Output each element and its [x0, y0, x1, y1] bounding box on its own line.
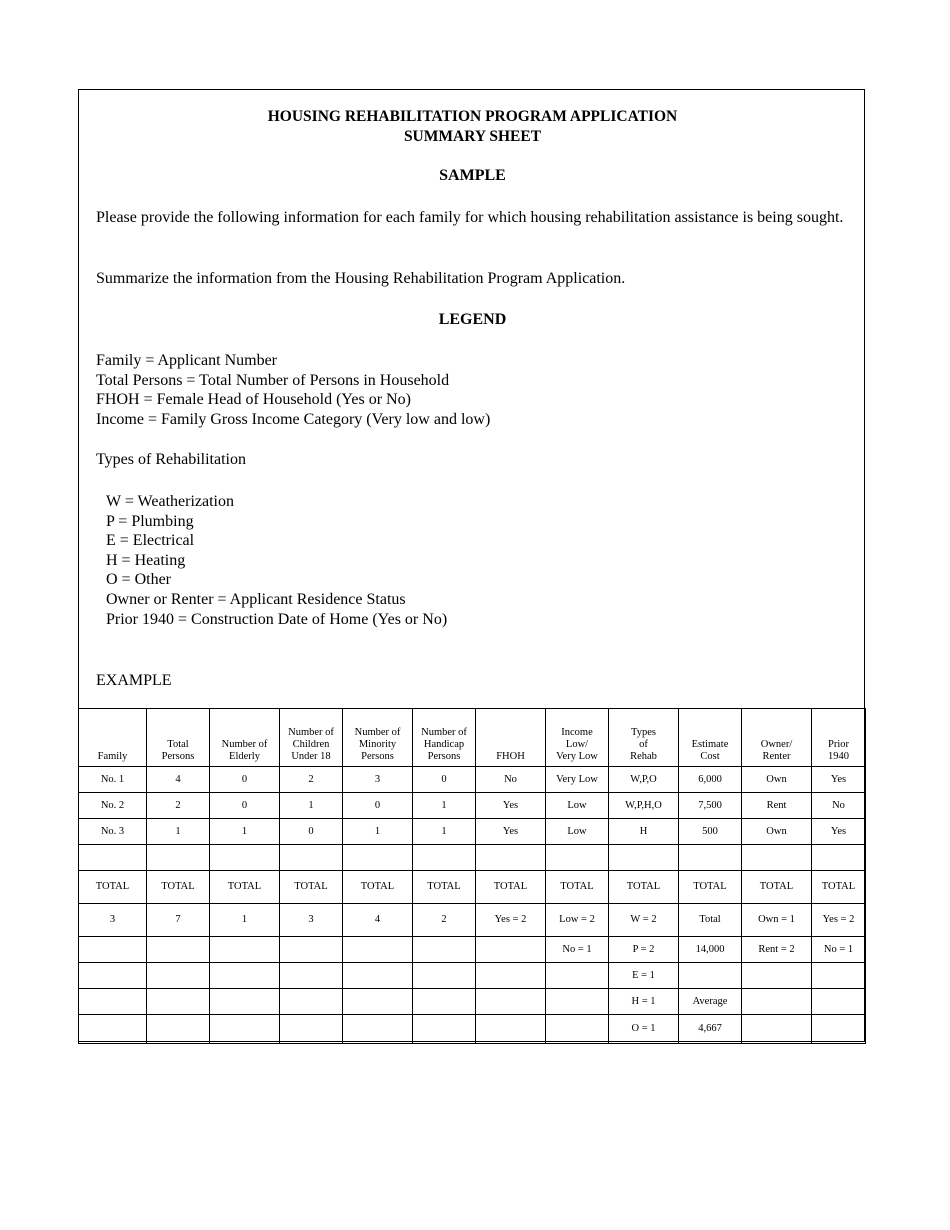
table-cell: [546, 963, 609, 989]
example-table: [78, 708, 866, 1044]
legend-list: [96, 351, 490, 429]
types-item: Prior 1940 = Construction Date of Home (Yes or No): [106, 610, 448, 628]
table-cell: [476, 845, 546, 871]
table-cell: TOTAL: [812, 871, 866, 904]
legend-item: Family = Applicant Number: [96, 352, 277, 369]
table-cell: 0: [343, 793, 413, 819]
table-cell: [210, 937, 280, 963]
table-cell: [147, 845, 210, 871]
table-cell: [343, 963, 413, 989]
table-cell: [812, 845, 866, 871]
table-cell: [413, 845, 476, 871]
table-cell: 500: [679, 819, 742, 845]
table-cell: 1: [413, 793, 476, 819]
table-cell: No = 1: [546, 937, 609, 963]
table-cell: 6,000: [679, 767, 742, 793]
table-cell: TOTAL: [280, 871, 343, 904]
table-cell: Rent: [742, 793, 812, 819]
table-cell: Rent = 2: [742, 937, 812, 963]
table-cell: TOTAL: [147, 871, 210, 904]
table-cell: FHOH: [476, 709, 546, 767]
table-summary-row: [79, 937, 866, 963]
table-cell: 0: [210, 793, 280, 819]
table-cell: E = 1: [609, 963, 679, 989]
table-summary-row: [79, 1015, 866, 1044]
table-cell: 2: [280, 767, 343, 793]
table-cell: [79, 989, 147, 1015]
table-cell: 0: [210, 767, 280, 793]
table-cell: [147, 989, 210, 1015]
table-cell: No. 1: [79, 767, 147, 793]
table-cell: Income Low/ Very Low: [546, 709, 609, 767]
table-cell: [210, 963, 280, 989]
table-cell: [79, 963, 147, 989]
table-cell: [413, 1015, 476, 1044]
table-cell: [679, 845, 742, 871]
table-cell: [476, 1015, 546, 1044]
table-cell: TOTAL: [413, 871, 476, 904]
table-cell: No = 1: [812, 937, 866, 963]
table-cell: [147, 963, 210, 989]
table-cell: Low: [546, 819, 609, 845]
table-cell: No. 2: [79, 793, 147, 819]
table-cell: [742, 1015, 812, 1044]
table-cell: Total: [679, 904, 742, 937]
table-cell: Yes = 2: [476, 904, 546, 937]
table-cell: No: [812, 793, 866, 819]
table-cell: Very Low: [546, 767, 609, 793]
table-cell: 0: [413, 767, 476, 793]
instruction-text-2: Summarize the information from the Housing Rehabilitation Program Application.: [96, 270, 626, 287]
table-cell: Low: [546, 793, 609, 819]
sample-label: SAMPLE: [439, 167, 506, 184]
table-cell: Yes: [476, 793, 546, 819]
table-row: [79, 767, 866, 793]
table-total-row: [79, 871, 866, 904]
table-cell: TOTAL: [79, 871, 147, 904]
table-cell: 7: [147, 904, 210, 937]
types-heading: Types of Rehabilitation: [96, 451, 246, 468]
table-cell: [79, 937, 147, 963]
table-summary-row: [79, 904, 866, 937]
table-cell: 4: [147, 767, 210, 793]
table-cell: Number of Minority Persons: [343, 709, 413, 767]
table-cell: [476, 963, 546, 989]
types-item: Owner or Renter = Applicant Residence Status: [106, 590, 406, 608]
page-subtitle: SUMMARY SHEET: [403, 128, 542, 145]
table-cell: P = 2: [609, 937, 679, 963]
table-cell: Yes = 2: [812, 904, 866, 937]
page-title: HOUSING REHABILITATION PROGRAM APPLICATION: [267, 108, 678, 125]
legend-item: Income = Family Gross Income Category (Very low and low): [96, 410, 491, 428]
table-cell: 3: [280, 904, 343, 937]
table-summary-row: [79, 989, 866, 1015]
table-summary-row: [79, 963, 866, 989]
types-item: W = Weatherization: [106, 493, 234, 510]
table-cell: [413, 963, 476, 989]
table-cell: [147, 1015, 210, 1044]
table-cell: 3: [343, 767, 413, 793]
table-cell: 2: [413, 904, 476, 937]
types-item: H = Heating: [106, 551, 186, 569]
types-item: P = Plumbing: [106, 512, 194, 530]
table-cell: Yes: [812, 819, 866, 845]
example-label: EXAMPLE: [96, 672, 172, 689]
table-cell: [742, 845, 812, 871]
legend-heading: LEGEND: [438, 311, 507, 328]
table-cell: TOTAL: [609, 871, 679, 904]
table-cell: [609, 845, 679, 871]
table-header-row: [79, 709, 866, 767]
table-cell: TOTAL: [343, 871, 413, 904]
table-cell: 1: [280, 793, 343, 819]
table-cell: TOTAL: [546, 871, 609, 904]
table-cell: TOTAL: [742, 871, 812, 904]
table-cell: [812, 989, 866, 1015]
table-cell: TOTAL: [476, 871, 546, 904]
table-cell: Average: [679, 989, 742, 1015]
legend-item: Total Persons = Total Number of Persons in Household: [96, 371, 450, 389]
table-cell: Own: [742, 819, 812, 845]
legend-item: FHOH = Female Head of Household (Yes or No): [96, 391, 411, 408]
table-row: [79, 793, 866, 819]
table-cell: [280, 845, 343, 871]
table-cell: Total Persons: [147, 709, 210, 767]
table-cell: 1: [343, 819, 413, 845]
table-cell: Own: [742, 767, 812, 793]
table-cell: [343, 845, 413, 871]
table-cell: W,P,H,O: [609, 793, 679, 819]
types-list: [106, 492, 447, 629]
table-cell: Yes: [476, 819, 546, 845]
table-cell: 1: [210, 819, 280, 845]
table-cell: [413, 937, 476, 963]
table-cell: H = 1: [609, 989, 679, 1015]
table-cell: 2: [147, 793, 210, 819]
table-cell: Yes: [812, 767, 866, 793]
table-cell: TOTAL: [210, 871, 280, 904]
table-cell: [280, 1015, 343, 1044]
table-cell: Number of Children Under 18: [280, 709, 343, 767]
table-cell: Number of Elderly: [210, 709, 280, 767]
table-cell: 3: [79, 904, 147, 937]
table-cell: Family: [79, 709, 147, 767]
table-cell: [343, 989, 413, 1015]
table-cell: TOTAL: [679, 871, 742, 904]
table-cell: [546, 845, 609, 871]
table-cell: [280, 937, 343, 963]
table-cell: O = 1: [609, 1015, 679, 1044]
table-cell: [147, 937, 210, 963]
table-cell: No. 3: [79, 819, 147, 845]
table-cell: Estimate Cost: [679, 709, 742, 767]
table-cell: [343, 937, 413, 963]
table-cell: [210, 845, 280, 871]
table-cell: 1: [210, 904, 280, 937]
table-cell: W,P,O: [609, 767, 679, 793]
table-cell: Owner/ Renter: [742, 709, 812, 767]
table-cell: [812, 963, 866, 989]
table-cell: Own = 1: [742, 904, 812, 937]
types-item: O = Other: [106, 571, 172, 589]
instruction-text-1: Please provide the following information for each family for which housing rehabilitation assistance is being sought.: [96, 209, 844, 226]
table-row: [79, 819, 866, 845]
table-cell: [79, 1015, 147, 1044]
table-cell: 14,000: [679, 937, 742, 963]
table-cell: [79, 845, 147, 871]
table-cell: Low = 2: [546, 904, 609, 937]
table-cell: [546, 1015, 609, 1044]
table-row: [79, 845, 866, 871]
table-cell: [742, 989, 812, 1015]
table-cell: Types of Rehab: [609, 709, 679, 767]
table-cell: 7,500: [679, 793, 742, 819]
table-cell: [742, 963, 812, 989]
table-cell: H: [609, 819, 679, 845]
table-cell: [476, 937, 546, 963]
table-cell: 1: [147, 819, 210, 845]
table-cell: 4,667: [679, 1015, 742, 1044]
table-cell: [343, 1015, 413, 1044]
table-cell: W = 2: [609, 904, 679, 937]
table-cell: [413, 989, 476, 1015]
table-cell: 4: [343, 904, 413, 937]
table-cell: [280, 963, 343, 989]
table-cell: [280, 989, 343, 1015]
summary-sheet-frame: [78, 89, 865, 1042]
table-cell: [812, 1015, 866, 1044]
table-cell: 1: [413, 819, 476, 845]
table-cell: 0: [280, 819, 343, 845]
table-cell: Number of Handicap Persons: [413, 709, 476, 767]
table-cell: [210, 1015, 280, 1044]
table-cell: [210, 989, 280, 1015]
table-cell: Prior 1940: [812, 709, 866, 767]
table-cell: [546, 989, 609, 1015]
types-item: E = Electrical: [106, 532, 195, 550]
table-cell: [476, 989, 546, 1015]
table-cell: [679, 963, 742, 989]
table-cell: No: [476, 767, 546, 793]
